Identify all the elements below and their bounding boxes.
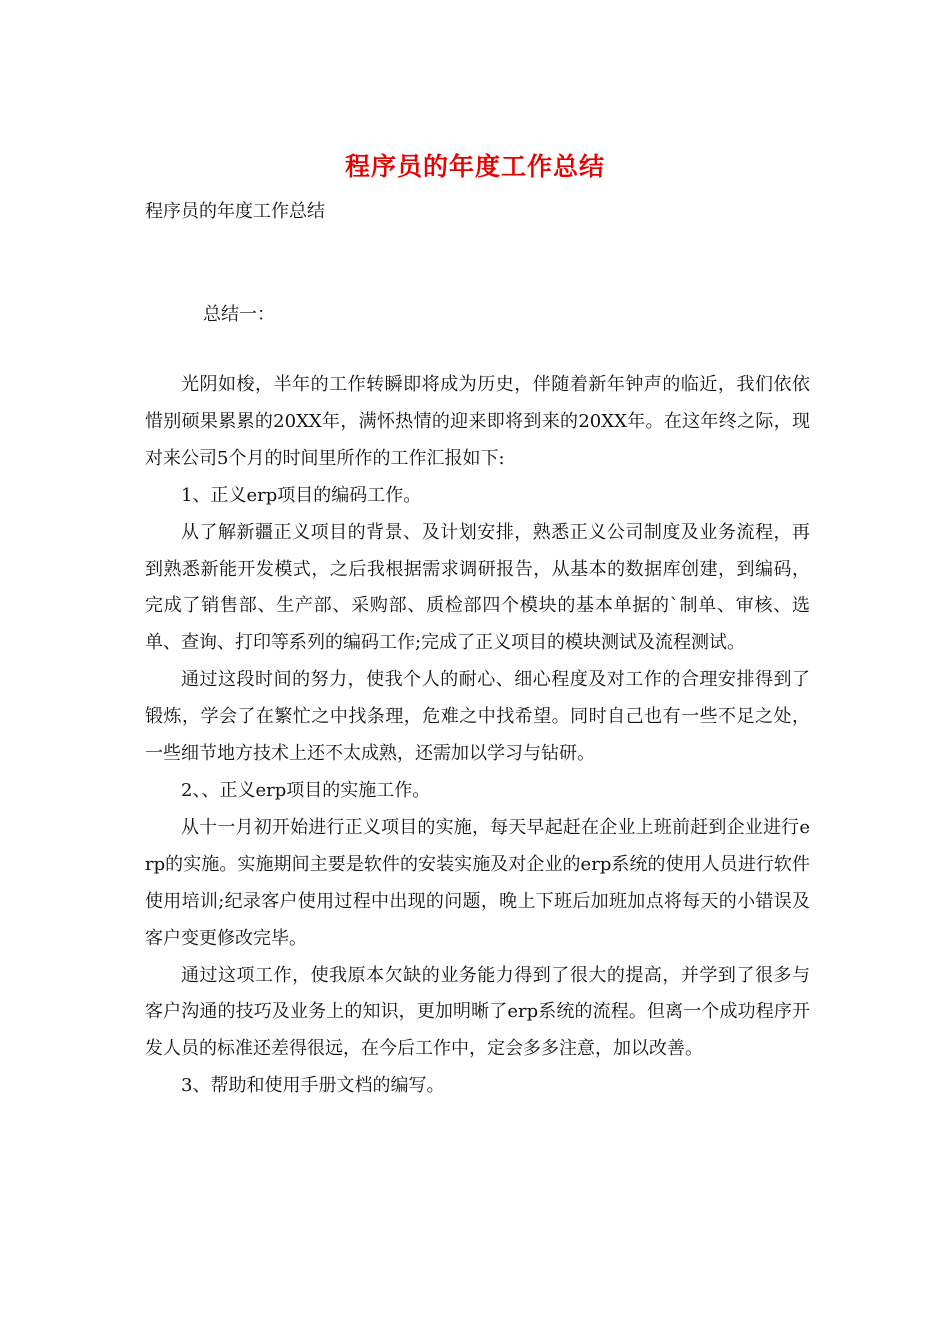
document-subtitle: 程序员的年度工作总结 <box>145 201 325 222</box>
paragraph-item-1-heading: 1、正义erp项目的编码工作。 <box>181 484 422 506</box>
paragraph-item-2-heading: 2、、正义erp项目的实施工作。 <box>181 779 431 801</box>
paragraph-item-3-heading: 3、帮助和使用手册文档的编写。 <box>181 1075 445 1097</box>
paragraph-item-1-detail: 从了解新疆正义项目的背景、及计划安排，熟悉正义公司制度及业务流程，再到熟悉新能开发模式，之后我根据需求调研报告，从基本的数据库创建，到编码，完成了销售部、生产部、采购部、质检部四个模块的基本单据的`制单、审核、选单、查询、打印等系列的编码工作;完成了正义项目的模块测试及流程测试。 <box>145 521 810 654</box>
paragraph-item-2-reflection: 通过这项工作，使我原本欠缺的业务能力得到了很大的提高，并学到了很多与客户沟通的技巧及业务上的知识，更加明晰了erp系统的流程。但离一个成功程序开发人员的标准还差得很远，在今后工作中，定会多多注意，加以改善。 <box>145 964 810 1060</box>
section-heading: 总结一： <box>203 304 275 325</box>
document-title: 程序员的年度工作总结 <box>344 152 605 181</box>
paragraph-item-1-reflection: 通过这段时间的努力，使我个人的耐心、细心程度及对工作的合理安排得到了锻炼，学会了在繁忙之中找条理，危难之中找希望。同时自己也有一些不足之处，一些细节地方技术上还不太成熟，还需加以学习与钻研。 <box>145 669 810 765</box>
document-body <box>145 367 810 1105</box>
paragraph-item-2-detail: 从十一月初开始进行正义项目的实施，每天早起赶在企业上班前赶到企业进行erp的实施。实施期间主要是软件的安装实施及对企业的erp系统的使用人员进行软件使用培训;纪录客户使用过程中出现的问题，晚上下班后加班加点将每天的小错误及客户变更修改完毕。 <box>145 816 810 949</box>
paragraph-intro: 光阴如梭，半年的工作转瞬即将成为历史，伴随着新年钟声的临近，我们依依惜别硕果累累的20XX年，满怀热情的迎来即将到来的20XX年。在这年终之际，现对来公司5个月的时间里所作的工作汇报如下: <box>145 374 810 469</box>
